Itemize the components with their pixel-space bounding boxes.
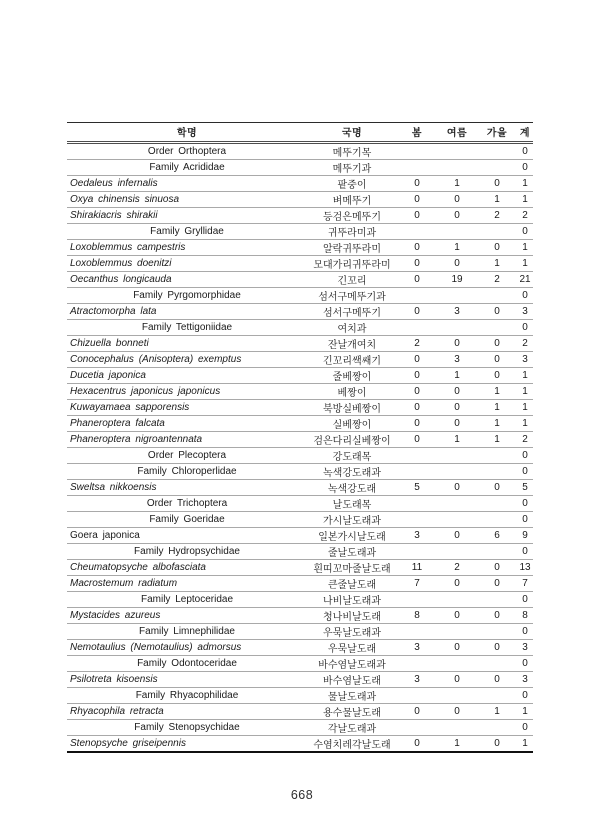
count-total: 3 bbox=[517, 352, 533, 368]
count-total: 0 bbox=[517, 288, 533, 304]
table-row-family bbox=[67, 688, 533, 704]
count-summer bbox=[437, 624, 477, 640]
table-row-species bbox=[67, 272, 533, 288]
count-total: 5 bbox=[517, 480, 533, 496]
col-header-spring: 봄 bbox=[397, 123, 437, 143]
korean-name: 여치과 bbox=[307, 320, 397, 336]
count-spring bbox=[397, 592, 437, 608]
table-row-species bbox=[67, 480, 533, 496]
table-row-species bbox=[67, 560, 533, 576]
count-fall: 0 bbox=[477, 480, 517, 496]
korean-name: 긴꼬리 bbox=[307, 272, 397, 288]
count-fall: 0 bbox=[477, 576, 517, 592]
table-row-family bbox=[67, 288, 533, 304]
table-row-species bbox=[67, 256, 533, 272]
count-fall: 0 bbox=[477, 176, 517, 192]
count-spring: 11 bbox=[397, 560, 437, 576]
count-summer: 0 bbox=[437, 528, 477, 544]
korean-name: 강도래목 bbox=[307, 448, 397, 464]
count-spring: 0 bbox=[397, 384, 437, 400]
korean-name: 녹색강도래과 bbox=[307, 464, 397, 480]
count-spring: 0 bbox=[397, 704, 437, 720]
table-row-species bbox=[67, 640, 533, 656]
count-summer: 0 bbox=[437, 192, 477, 208]
count-summer: 0 bbox=[437, 400, 477, 416]
table-row-species bbox=[67, 352, 533, 368]
scientific-name: Family Leptoceridae bbox=[67, 592, 307, 608]
scientific-name: Order Trichoptera bbox=[67, 496, 307, 512]
count-total: 0 bbox=[517, 720, 533, 736]
count-fall bbox=[477, 224, 517, 240]
count-spring bbox=[397, 656, 437, 672]
count-fall: 1 bbox=[477, 400, 517, 416]
count-spring bbox=[397, 143, 437, 160]
count-summer: 0 bbox=[437, 336, 477, 352]
scientific-name: Goera japonica bbox=[67, 528, 307, 544]
count-summer bbox=[437, 224, 477, 240]
scientific-name: Kuwayamaea sapporensis bbox=[67, 400, 307, 416]
table-row-species bbox=[67, 368, 533, 384]
count-total: 7 bbox=[517, 576, 533, 592]
count-spring bbox=[397, 544, 437, 560]
count-spring: 0 bbox=[397, 304, 437, 320]
scientific-name: Rhyacophila retracta bbox=[67, 704, 307, 720]
table-row-family bbox=[67, 160, 533, 176]
count-summer bbox=[437, 656, 477, 672]
scientific-name: Stenopsyche griseipennis bbox=[70, 738, 186, 749]
count-summer bbox=[437, 688, 477, 704]
count-summer: 19 bbox=[437, 272, 477, 288]
count-total: 0 bbox=[517, 320, 533, 336]
table-row-family bbox=[67, 464, 533, 480]
count-summer bbox=[437, 320, 477, 336]
scientific-name: Oedaleus infernalis bbox=[67, 176, 307, 192]
count-fall: 0 bbox=[477, 560, 517, 576]
scientific-name: Family Goeridae bbox=[67, 512, 307, 528]
korean-name: 나비날도래과 bbox=[307, 592, 397, 608]
count-fall: 0 bbox=[477, 336, 517, 352]
count-fall: 0 bbox=[477, 352, 517, 368]
table-row-family bbox=[67, 512, 533, 528]
scientific-name: Family Gryllidae bbox=[67, 224, 307, 240]
count-fall bbox=[477, 512, 517, 528]
count-fall: 2 bbox=[477, 272, 517, 288]
count-total: 1 bbox=[517, 256, 533, 272]
table-row-species bbox=[67, 672, 533, 688]
count-summer: 3 bbox=[437, 304, 477, 320]
korean-name: 줄베짱이 bbox=[307, 368, 397, 384]
count-spring: 2 bbox=[397, 336, 437, 352]
count-fall bbox=[477, 143, 517, 160]
count-summer: 1 bbox=[437, 176, 477, 192]
count-spring: 0 bbox=[397, 352, 437, 368]
count-total: 0 bbox=[517, 656, 533, 672]
table-row-species bbox=[67, 176, 533, 192]
count-total: 0 bbox=[517, 688, 533, 704]
korean-name: 우묵날도래과 bbox=[307, 624, 397, 640]
korean-name: 벼메뚜기 bbox=[307, 192, 397, 208]
count-total: 21 bbox=[517, 272, 533, 288]
count-spring: 0 bbox=[397, 208, 437, 224]
korean-name: 날도래목 bbox=[307, 496, 397, 512]
count-total: 0 bbox=[517, 448, 533, 464]
table-row-species bbox=[67, 432, 533, 448]
count-fall: 0 bbox=[477, 368, 517, 384]
col-header-summer: 여름 bbox=[437, 123, 477, 143]
count-spring: 0 bbox=[397, 192, 437, 208]
count-spring bbox=[397, 496, 437, 512]
col-header-fall: 가을 bbox=[477, 123, 517, 143]
count-total: 0 bbox=[517, 624, 533, 640]
table-row-species bbox=[67, 528, 533, 544]
count-summer: 0 bbox=[437, 640, 477, 656]
count-total: 1 bbox=[517, 192, 533, 208]
count-spring bbox=[397, 688, 437, 704]
scientific-name: Nemotaulius (Nemotaulius) admorsus bbox=[67, 640, 307, 656]
count-fall: 1 bbox=[477, 416, 517, 432]
korean-name: 수염치레각날도래 bbox=[313, 740, 391, 751]
count-total: 2 bbox=[517, 432, 533, 448]
count-total: 1 bbox=[517, 416, 533, 432]
korean-name: 줄날도래과 bbox=[307, 544, 397, 560]
count-spring bbox=[397, 320, 437, 336]
count-fall: 0 bbox=[477, 608, 517, 624]
count-spring: 0 bbox=[397, 240, 437, 256]
table-row-species bbox=[67, 576, 533, 592]
count-fall bbox=[477, 720, 517, 736]
scientific-name: Family Chloroperlidae bbox=[67, 464, 307, 480]
count-total: 8 bbox=[517, 608, 533, 624]
table-row-family bbox=[67, 656, 533, 672]
table-row-species bbox=[67, 240, 533, 256]
korean-name: 섬서구메뚜기 bbox=[307, 304, 397, 320]
scientific-name: Mystacides azureus bbox=[67, 608, 307, 624]
table-row-species bbox=[67, 416, 533, 432]
korean-name: 흰띠꼬마줄날도래 bbox=[307, 560, 397, 576]
count-total: 13 bbox=[517, 560, 533, 576]
count-summer: 0 bbox=[437, 480, 477, 496]
table-row-species bbox=[67, 192, 533, 208]
scientific-name: Family Pyrgomorphidae bbox=[67, 288, 307, 304]
korean-name: 가시날도래과 bbox=[307, 512, 397, 528]
count-fall bbox=[477, 320, 517, 336]
scientific-name: Family Hydropsychidae bbox=[67, 544, 307, 560]
count-spring bbox=[397, 448, 437, 464]
scientific-name: Oxya chinensis sinuosa bbox=[67, 192, 307, 208]
count-summer: 1 bbox=[437, 432, 477, 448]
count-fall bbox=[477, 496, 517, 512]
korean-name: 베짱이 bbox=[307, 384, 397, 400]
count-summer bbox=[437, 512, 477, 528]
count-summer: 1 bbox=[454, 738, 460, 749]
scientific-name: Conocephalus (Anisoptera) exemptus bbox=[67, 352, 307, 368]
korean-name: 일본가시날도래 bbox=[307, 528, 397, 544]
table-row-order bbox=[67, 143, 533, 160]
korean-name: 물날도래과 bbox=[307, 688, 397, 704]
count-total: 0 bbox=[517, 592, 533, 608]
table-row-species bbox=[67, 736, 533, 753]
table-row-species bbox=[67, 208, 533, 224]
korean-name: 북방실베짱이 bbox=[307, 400, 397, 416]
count-fall bbox=[477, 544, 517, 560]
count-summer bbox=[437, 448, 477, 464]
count-total: 0 bbox=[517, 224, 533, 240]
count-summer: 0 bbox=[437, 672, 477, 688]
scientific-name: Chizuella bonneti bbox=[67, 336, 307, 352]
count-spring: 3 bbox=[397, 672, 437, 688]
count-fall bbox=[477, 592, 517, 608]
count-spring bbox=[397, 720, 437, 736]
table-row-family bbox=[67, 224, 533, 240]
korean-name: 팥중이 bbox=[307, 176, 397, 192]
count-fall: 1 bbox=[477, 704, 517, 720]
col-header-korean-name: 국명 bbox=[307, 123, 397, 143]
count-spring: 0 bbox=[397, 432, 437, 448]
korean-name: 바수염날도래과 bbox=[307, 656, 397, 672]
count-total: 3 bbox=[517, 304, 533, 320]
count-summer: 1 bbox=[437, 368, 477, 384]
count-total: 0 bbox=[517, 544, 533, 560]
scientific-name: Family Odontoceridae bbox=[67, 656, 307, 672]
table-row-family bbox=[67, 544, 533, 560]
count-fall: 0 bbox=[494, 738, 500, 749]
count-summer bbox=[437, 592, 477, 608]
count-fall bbox=[477, 160, 517, 176]
table-row-family bbox=[67, 720, 533, 736]
scientific-name: Sweltsa nikkoensis bbox=[67, 480, 307, 496]
page-number: 668 bbox=[290, 788, 314, 802]
scientific-name: Phaneroptera falcata bbox=[67, 416, 307, 432]
count-fall bbox=[477, 464, 517, 480]
korean-name: 모대가리귀뚜라미 bbox=[307, 256, 397, 272]
scientific-name: Oecanthus longicauda bbox=[67, 272, 307, 288]
count-summer: 2 bbox=[437, 560, 477, 576]
count-spring: 0 bbox=[397, 400, 437, 416]
scientific-name: Ducetia japonica bbox=[67, 368, 307, 384]
count-spring bbox=[397, 624, 437, 640]
count-total: 0 bbox=[517, 160, 533, 176]
count-spring bbox=[397, 288, 437, 304]
scientific-name: Family Tettigoniidae bbox=[67, 320, 307, 336]
count-summer: 0 bbox=[437, 704, 477, 720]
count-fall: 0 bbox=[477, 640, 517, 656]
count-summer bbox=[437, 464, 477, 480]
korean-name: 용수물날도래 bbox=[307, 704, 397, 720]
table-row-species bbox=[67, 608, 533, 624]
scientific-name: Cheumatopsyche albofasciata bbox=[67, 560, 307, 576]
count-spring bbox=[397, 224, 437, 240]
count-spring bbox=[397, 512, 437, 528]
table-row-family bbox=[67, 624, 533, 640]
table-row-family bbox=[67, 320, 533, 336]
korean-name: 검은다리실베짱이 bbox=[307, 432, 397, 448]
count-summer bbox=[437, 143, 477, 160]
korean-name: 섬서구메뚜기과 bbox=[307, 288, 397, 304]
count-spring bbox=[397, 464, 437, 480]
count-fall bbox=[477, 656, 517, 672]
count-fall: 1 bbox=[477, 192, 517, 208]
count-summer bbox=[437, 544, 477, 560]
scientific-name: Order Plecoptera bbox=[67, 448, 307, 464]
count-total: 1 bbox=[522, 738, 528, 749]
count-fall: 2 bbox=[477, 208, 517, 224]
scientific-name: Order Orthoptera bbox=[67, 143, 307, 160]
count-fall: 0 bbox=[477, 240, 517, 256]
scientific-name: Hexacentrus japonicus japonicus bbox=[67, 384, 307, 400]
table-row-family bbox=[67, 592, 533, 608]
count-total: 1 bbox=[517, 704, 533, 720]
scientific-name: Phaneroptera nigroantennata bbox=[67, 432, 307, 448]
count-spring: 0 bbox=[397, 368, 437, 384]
count-spring: 0 bbox=[397, 256, 437, 272]
table-row-order bbox=[67, 496, 533, 512]
table-row-species bbox=[67, 704, 533, 720]
count-summer bbox=[437, 720, 477, 736]
korean-name: 청나비날도래 bbox=[307, 608, 397, 624]
count-total: 0 bbox=[517, 143, 533, 160]
count-total: 0 bbox=[517, 512, 533, 528]
species-survey-table bbox=[67, 122, 533, 753]
count-fall bbox=[477, 624, 517, 640]
korean-name: 우묵날도래 bbox=[307, 640, 397, 656]
count-fall: 1 bbox=[477, 256, 517, 272]
korean-name: 귀뚜라미과 bbox=[307, 224, 397, 240]
count-summer: 0 bbox=[437, 576, 477, 592]
table-body bbox=[67, 143, 533, 753]
count-total: 1 bbox=[517, 400, 533, 416]
count-total: 9 bbox=[517, 528, 533, 544]
count-total: 2 bbox=[517, 336, 533, 352]
col-header-total: 계 bbox=[517, 123, 533, 143]
count-total: 2 bbox=[517, 208, 533, 224]
korean-name: 메뚜기과 bbox=[307, 160, 397, 176]
count-summer: 0 bbox=[437, 208, 477, 224]
count-summer: 0 bbox=[437, 608, 477, 624]
korean-name: 각날도래과 bbox=[307, 720, 397, 736]
count-fall: 0 bbox=[477, 672, 517, 688]
count-spring: 3 bbox=[397, 528, 437, 544]
table-header-row bbox=[67, 123, 533, 143]
table-row-order bbox=[67, 448, 533, 464]
col-header-scientific-name: 학명 bbox=[67, 123, 307, 143]
scientific-name: Macrostemum radiatum bbox=[67, 576, 307, 592]
count-total: 1 bbox=[517, 240, 533, 256]
table-row-species bbox=[67, 304, 533, 320]
count-fall bbox=[477, 288, 517, 304]
korean-name: 녹색강도래 bbox=[307, 480, 397, 496]
count-total: 0 bbox=[517, 496, 533, 512]
korean-name: 잔날개여치 bbox=[307, 336, 397, 352]
count-summer bbox=[437, 496, 477, 512]
korean-name: 알락귀뚜라미 bbox=[307, 240, 397, 256]
scientific-name: Family Limnephilidae bbox=[67, 624, 307, 640]
count-fall: 6 bbox=[477, 528, 517, 544]
count-summer: 0 bbox=[437, 256, 477, 272]
count-total: 1 bbox=[517, 384, 533, 400]
count-fall: 1 bbox=[477, 384, 517, 400]
table-row-species bbox=[67, 384, 533, 400]
count-spring: 0 bbox=[414, 738, 420, 749]
scientific-name: Family Rhyacophilidae bbox=[67, 688, 307, 704]
count-summer bbox=[437, 160, 477, 176]
count-summer: 0 bbox=[437, 384, 477, 400]
scientific-name: Atractomorpha lata bbox=[67, 304, 307, 320]
count-total: 3 bbox=[517, 640, 533, 656]
count-total: 1 bbox=[517, 368, 533, 384]
count-fall: 1 bbox=[477, 432, 517, 448]
table-head bbox=[67, 123, 533, 143]
scientific-name: Psilotreta kisoensis bbox=[67, 672, 307, 688]
scientific-name: Loxoblemmus campestris bbox=[67, 240, 307, 256]
count-fall bbox=[477, 688, 517, 704]
count-total: 1 bbox=[517, 176, 533, 192]
count-summer: 1 bbox=[437, 240, 477, 256]
count-spring: 3 bbox=[397, 640, 437, 656]
count-summer: 3 bbox=[437, 352, 477, 368]
count-summer bbox=[437, 288, 477, 304]
korean-name: 긴꼬리쌕쌔기 bbox=[307, 352, 397, 368]
count-spring: 7 bbox=[397, 576, 437, 592]
count-spring: 5 bbox=[397, 480, 437, 496]
korean-name: 등검은메뚜기 bbox=[307, 208, 397, 224]
scientific-name: Family Stenopsychidae bbox=[67, 720, 307, 736]
korean-name: 실베짱이 bbox=[307, 416, 397, 432]
count-spring: 0 bbox=[397, 176, 437, 192]
count-spring: 8 bbox=[397, 608, 437, 624]
korean-name: 메뚜기목 bbox=[307, 143, 397, 160]
count-fall: 0 bbox=[477, 304, 517, 320]
count-spring: 0 bbox=[397, 416, 437, 432]
count-total: 0 bbox=[517, 464, 533, 480]
scientific-name: Family Acrididae bbox=[67, 160, 307, 176]
count-spring: 0 bbox=[397, 272, 437, 288]
count-summer: 0 bbox=[437, 416, 477, 432]
table-row-species bbox=[67, 336, 533, 352]
korean-name: 큰줄날도래 bbox=[307, 576, 397, 592]
table-row-species bbox=[67, 400, 533, 416]
count-total: 3 bbox=[517, 672, 533, 688]
count-fall bbox=[477, 448, 517, 464]
korean-name: 바수염날도래 bbox=[307, 672, 397, 688]
scientific-name: Shirakiacris shirakii bbox=[67, 208, 307, 224]
scientific-name: Loxoblemmus doenitzi bbox=[67, 256, 307, 272]
count-spring bbox=[397, 160, 437, 176]
